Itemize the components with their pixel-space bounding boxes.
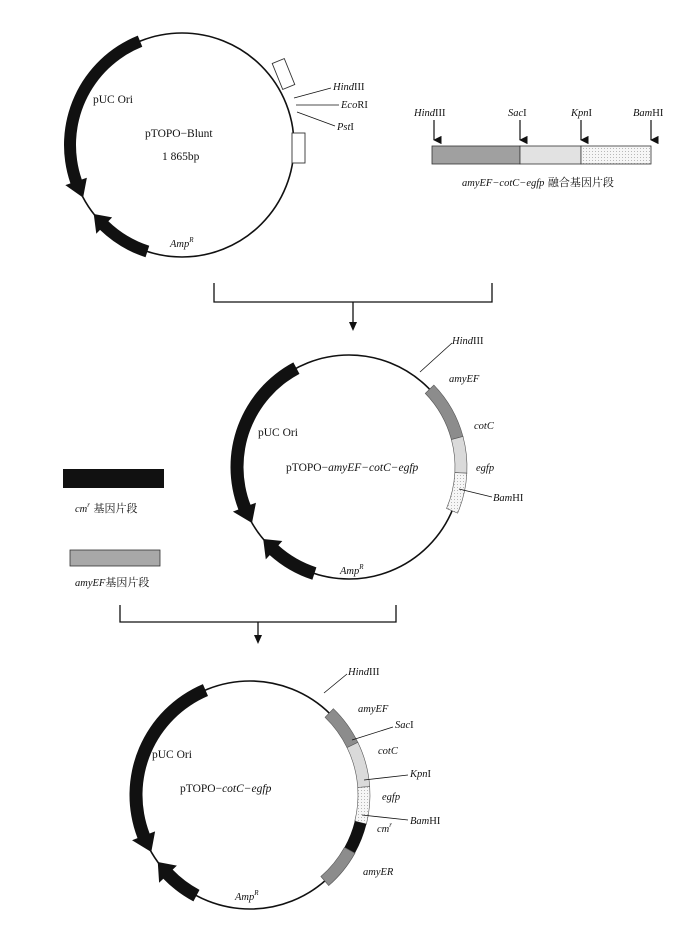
plasmid3-amp-arc bbox=[158, 862, 200, 901]
plasmid1-psti-label: PstI bbox=[337, 122, 354, 133]
plasmid3-puc-ori-arc bbox=[129, 684, 207, 852]
plasmid3-amyef-segment bbox=[325, 709, 358, 748]
fragment-cotc-segment bbox=[520, 146, 581, 164]
merge-bracket-2 bbox=[120, 605, 396, 644]
plasmid2-amyef-label: amyEF bbox=[449, 374, 480, 385]
plasmid1-site-box-lower bbox=[292, 133, 305, 163]
fragment-egfp-segment bbox=[581, 146, 651, 164]
legend bbox=[63, 469, 164, 589]
plasmid1-puc-ori-arc bbox=[64, 36, 142, 198]
plasmid2-amyef-segment bbox=[425, 385, 463, 440]
plasmid1-name: pTOPO−Blunt bbox=[145, 128, 213, 140]
plasmid2-egfp-segment bbox=[447, 473, 467, 514]
fragment-caption: amyEF−cotC−egfp 融合基因片段 bbox=[462, 176, 614, 189]
plasmid2-bamhi-label: BamHI bbox=[493, 493, 524, 504]
plasmid1-pst-leader bbox=[297, 112, 335, 126]
linear-fusion-fragment bbox=[413, 108, 664, 189]
plasmid2-name: pTOPO−amyEF−cotC−egfp bbox=[286, 462, 419, 474]
plasmid3-sac-leader bbox=[352, 727, 393, 740]
plasmid3-hindiii-label: HindIII bbox=[348, 667, 380, 678]
plasmid-ptopo-blunt bbox=[64, 33, 368, 257]
legend-cm-swatch bbox=[63, 469, 164, 488]
plasmid2-cotc-label: cotC bbox=[474, 421, 494, 432]
bracket1-arrowhead bbox=[349, 322, 357, 331]
plasmid2-hindiii-label: HindIII bbox=[452, 336, 484, 347]
plasmid3-bam-leader bbox=[362, 815, 408, 820]
plasmid3-name: pTOPO−cotC−egfp bbox=[180, 783, 272, 795]
legend-cm-label: $cm^r$ 基因片段 bbox=[75, 501, 138, 515]
plasmid3-ori-label: pUC Ori bbox=[152, 749, 192, 761]
plasmid3-saci-label: SacI bbox=[395, 720, 414, 731]
plasmid1-ori-label: pUC Ori bbox=[93, 94, 133, 106]
plasmid3-hind-leader bbox=[324, 674, 347, 693]
fragment-saci-label: SacI bbox=[508, 108, 527, 119]
fragment-kpni-label: KpnI bbox=[571, 108, 593, 119]
plasmid1-size: 1 865bp bbox=[162, 151, 200, 163]
plasmid3-bamhi-label: BamHI bbox=[410, 816, 441, 827]
legend-amyef-label: amyEF基因片段 bbox=[75, 576, 150, 589]
plasmid1-ecori-label: EcoRI bbox=[341, 100, 368, 111]
bracket2-arrowhead bbox=[254, 635, 262, 644]
plasmid2-ori-label: pUC Ori bbox=[258, 427, 298, 439]
bracket2-lines bbox=[120, 605, 396, 636]
plasmid-ptopo-amyef-cotc-egfp bbox=[230, 336, 523, 580]
fragment-bamhi-label: BamHI bbox=[633, 108, 664, 119]
plasmid2-amp-arc bbox=[263, 539, 316, 580]
plasmid2-egfp-label: egfp bbox=[476, 463, 495, 474]
plasmid-ptopo-cotc-egfp bbox=[129, 667, 440, 909]
plasmid2-hind-leader bbox=[420, 343, 452, 372]
plasmid3-kpni-label: KpnI bbox=[410, 769, 432, 780]
plasmid2-puc-ori-arc bbox=[230, 362, 299, 523]
plasmid2-amp-label: Amp$^R$ bbox=[340, 563, 364, 577]
plasmid3-cm-label: $cm^r$ bbox=[377, 821, 392, 835]
merge-bracket-1 bbox=[214, 283, 492, 331]
fragment-amyef-segment bbox=[432, 146, 520, 164]
plasmid3-amyef-label: amyEF bbox=[358, 704, 389, 715]
plasmid1-amp-arc bbox=[94, 214, 150, 257]
plasmid1-hind-leader bbox=[294, 88, 331, 98]
fragment-hindiii-label: HindIII bbox=[414, 108, 446, 119]
plasmid1-amp-label: Amp$^R$ bbox=[170, 236, 194, 250]
plasmid2-cotc-segment bbox=[451, 436, 467, 473]
bracket1-lines bbox=[214, 283, 492, 324]
plasmid3-egfp-segment bbox=[355, 787, 370, 824]
plasmid3-amyer-segment bbox=[321, 847, 355, 885]
plasmid3-cotc-label: cotC bbox=[378, 746, 398, 757]
plasmid1-hindiii-label: HindIII bbox=[333, 82, 365, 93]
plasmid3-amp-label: Amp$^R$ bbox=[235, 889, 259, 903]
plasmid3-kpn-leader bbox=[364, 775, 408, 780]
legend-amyef-swatch bbox=[70, 550, 160, 566]
plasmid3-amyer-label: amyER bbox=[363, 867, 394, 878]
plasmid3-cm-segment bbox=[344, 821, 366, 853]
plasmid3-egfp-label: egfp bbox=[382, 792, 401, 803]
plasmid3-cotc-segment bbox=[347, 742, 370, 787]
